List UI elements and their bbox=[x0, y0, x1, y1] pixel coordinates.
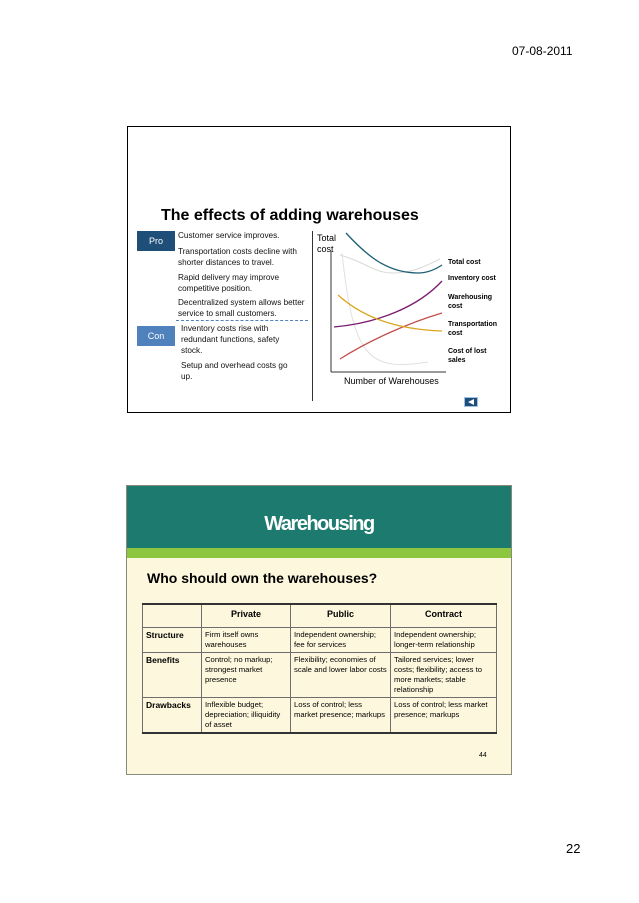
table-row bbox=[143, 653, 497, 698]
series-line-warehousing-cost bbox=[340, 313, 442, 359]
slide-number: 44 bbox=[479, 752, 487, 759]
series-line-transportation-cost bbox=[338, 295, 442, 331]
series-line-total-cost bbox=[346, 233, 442, 273]
slide2-heading: Warehousing bbox=[264, 513, 374, 535]
chart-ylabel: Total cost bbox=[317, 233, 337, 254]
chart-xlabel: Number of Warehouses bbox=[344, 376, 439, 386]
table-cell: Control; no markup; strongest market presence bbox=[202, 653, 291, 698]
cost-chart bbox=[128, 127, 512, 414]
table-cell: Flexibility; economies of scale and lower labor costs bbox=[291, 653, 391, 698]
table-header: Private bbox=[202, 604, 291, 628]
series-label: Transportation cost bbox=[448, 321, 498, 337]
table-row bbox=[143, 698, 497, 734]
back-arrow-button[interactable] bbox=[464, 397, 478, 407]
table-cell: Inflexible budget; depreciation; illiquidity of asset bbox=[202, 698, 291, 734]
pro-tag: Pro bbox=[137, 231, 175, 251]
table-cell: Loss of control; less market presence; markups bbox=[391, 698, 497, 734]
con-tag: Con bbox=[137, 326, 175, 346]
table-cell: Loss of control; less market presence; markups bbox=[291, 698, 391, 734]
slide2-accent-stripe bbox=[127, 548, 511, 558]
row-label: Structure bbox=[143, 628, 202, 653]
row-label: Drawbacks bbox=[143, 698, 202, 734]
slide1-title: The effects of adding warehouses bbox=[161, 207, 419, 224]
date-header: 07-08-2011 bbox=[512, 44, 573, 58]
series-label: Total cost bbox=[448, 259, 481, 266]
table-row bbox=[143, 628, 497, 653]
slide2-question: Who should own the warehouses? bbox=[147, 570, 378, 586]
pro-bullet: Transportation costs decline with shorter distances to travel. bbox=[178, 247, 297, 267]
table-header-row bbox=[143, 604, 497, 628]
slide-effects-of-warehouses bbox=[127, 126, 511, 413]
back-arrow-icon bbox=[468, 399, 474, 405]
pro-bullet: Decentralized system allows better service to small customers. bbox=[178, 298, 305, 318]
series-label: Warehousing cost bbox=[448, 294, 493, 310]
series-line-lost-sales-upper bbox=[340, 255, 440, 273]
page-number: 22 bbox=[566, 841, 581, 856]
table-cell: Firm itself owns warehouses bbox=[202, 628, 291, 653]
ownership-table bbox=[142, 603, 497, 734]
series-label: Inventory cost bbox=[448, 275, 496, 282]
table-header: Contract bbox=[391, 604, 497, 628]
slide-warehousing bbox=[126, 485, 512, 775]
table-cell: Independent ownership; fee for services bbox=[291, 628, 391, 653]
table-header: Public bbox=[291, 604, 391, 628]
row-label: Benefits bbox=[143, 653, 202, 698]
table-header bbox=[143, 604, 202, 628]
con-bullet: Inventory costs rise with redundant functions, safety stock. bbox=[181, 324, 280, 355]
table-cell: Independent ownership; longer-term relationship bbox=[391, 628, 497, 653]
pro-bullet: Customer service improves. bbox=[178, 231, 280, 240]
con-bullet: Setup and overhead costs go up. bbox=[181, 361, 288, 381]
pro-bullet: Rapid delivery may improve competitive position. bbox=[178, 273, 280, 293]
series-label: Cost of lost sales bbox=[448, 348, 487, 364]
table-cell: Tailored services; lower costs; flexibility; access to more markets; stable relationship bbox=[391, 653, 497, 698]
